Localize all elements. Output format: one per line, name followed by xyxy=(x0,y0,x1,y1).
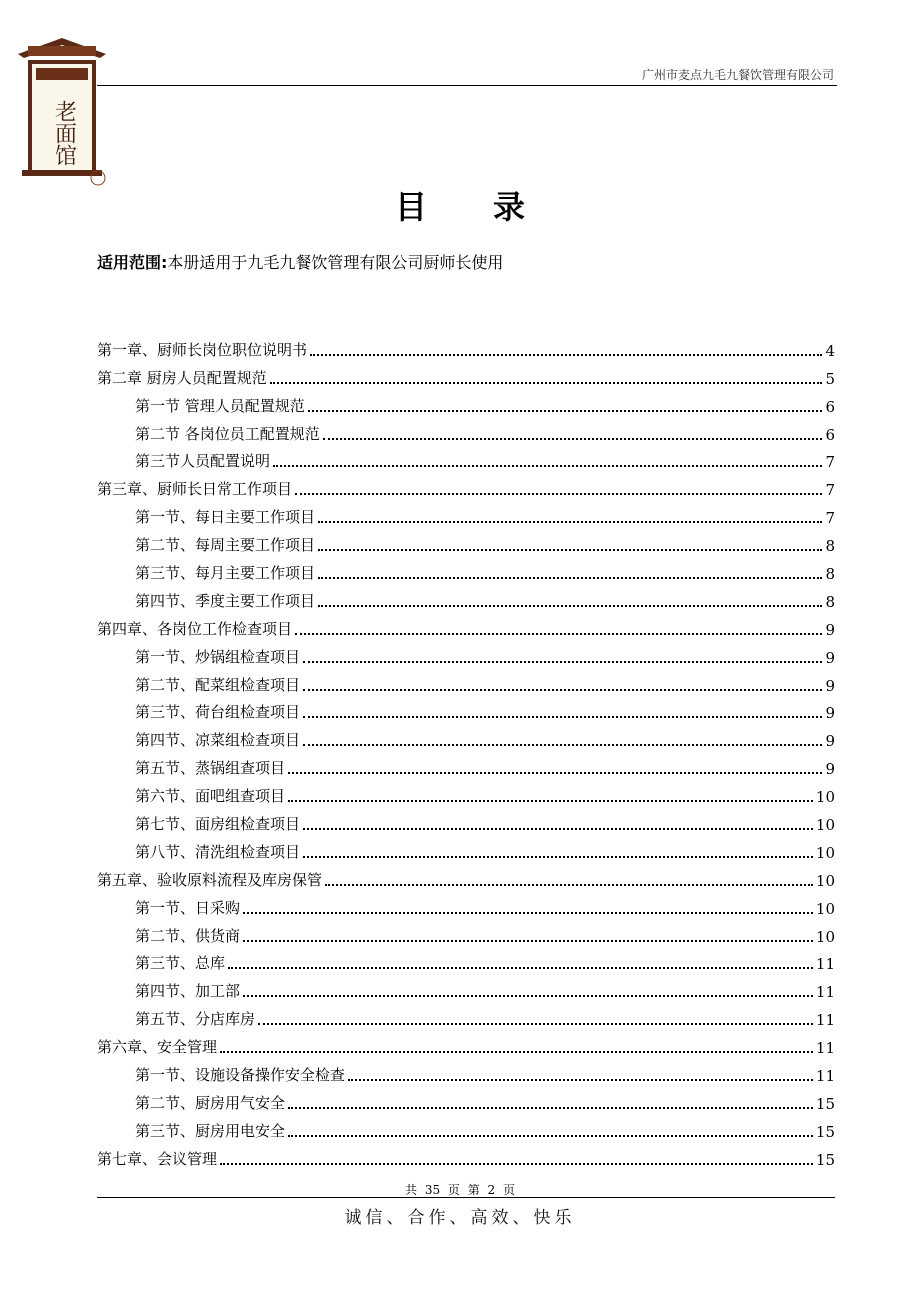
toc-entry-title: 第六章、安全管理 xyxy=(97,1038,218,1057)
footer-rule xyxy=(97,1197,835,1198)
toc-entry[interactable] xyxy=(97,1001,835,1029)
slogan: 诚信、合作、高效、快乐 xyxy=(344,1208,576,1228)
toc-entry[interactable] xyxy=(97,862,835,890)
toc-entry-title: 第一节 管理人员配置规范 xyxy=(135,396,305,415)
toc-entry[interactable] xyxy=(97,667,835,695)
toc-entry-title: 第七章、会议管理 xyxy=(97,1149,218,1168)
table-of-contents xyxy=(97,332,835,1169)
toc-entry-title: 第二节、供货商 xyxy=(135,926,241,945)
toc-entry[interactable] xyxy=(97,834,835,862)
toc-entry[interactable] xyxy=(97,1085,835,1113)
toc-entry-title: 第四节、凉菜组检查项目 xyxy=(135,731,301,750)
toc-entry-title: 第二章 厨房人员配置规范 xyxy=(97,368,267,387)
toc-entry[interactable] xyxy=(97,555,835,583)
logo-text: 老面馆 xyxy=(51,100,77,166)
toc-entry-title: 第一节、日采购 xyxy=(135,898,241,917)
toc-entry[interactable] xyxy=(97,1113,835,1141)
toc-entry[interactable] xyxy=(97,695,835,723)
toc-entry[interactable] xyxy=(97,918,835,946)
toc-entry-title: 第三节、每月主要工作项目 xyxy=(135,564,316,583)
toc-entry[interactable] xyxy=(97,471,835,499)
toc-leader-dots xyxy=(228,966,813,969)
toc-entry-title: 第二节 各岗位员工配置规范 xyxy=(135,424,320,443)
scope-text: 本册适用于九毛九餐饮管理有限公司厨师长使用 xyxy=(167,253,504,272)
toc-entry-title: 第一章、厨师长岗位职位说明书 xyxy=(97,340,308,359)
toc-leader-dots xyxy=(288,1134,813,1137)
toc-entry-page: 8 xyxy=(825,537,835,556)
toc-entry[interactable] xyxy=(97,806,835,834)
toc-entry-page: 10 xyxy=(815,871,835,890)
toc-entry-title: 第一节、设施设备操作安全检查 xyxy=(135,1066,346,1085)
toc-leader-dots xyxy=(318,548,822,551)
toc-leader-dots xyxy=(288,799,813,802)
toc-leader-dots xyxy=(243,939,813,942)
toc-leader-dots xyxy=(323,437,823,440)
toc-entry-title: 第七节、面房组检查项目 xyxy=(135,815,301,834)
toc-entry-page: 11 xyxy=(815,1067,835,1086)
toc-entry[interactable] xyxy=(97,332,835,360)
toc-entry-page: 10 xyxy=(815,899,835,918)
company-logo xyxy=(16,32,108,192)
toc-entry-page: 8 xyxy=(825,592,835,611)
toc-leader-dots xyxy=(303,827,813,830)
toc-entry-title: 第三节、厨房用电安全 xyxy=(135,1121,286,1140)
toc-entry-page: 10 xyxy=(815,788,835,807)
toc-entry-page: 15 xyxy=(815,1150,835,1169)
toc-leader-dots xyxy=(303,743,822,746)
toc-entry-page: 10 xyxy=(815,927,835,946)
toc-entry-title: 第五章、验收原料流程及库房保管 xyxy=(97,870,323,889)
header-rule xyxy=(97,85,837,86)
toc-leader-dots xyxy=(288,1106,813,1109)
toc-entry[interactable] xyxy=(97,583,835,611)
toc-leader-dots xyxy=(243,994,813,997)
toc-entry-page: 15 xyxy=(815,1094,835,1113)
toc-entry-title: 第二节、每周主要工作项目 xyxy=(135,536,316,555)
toc-entry-title: 第二节、配菜组检查项目 xyxy=(135,675,301,694)
toc-entry[interactable] xyxy=(97,1057,835,1085)
toc-entry-title: 第一节、每日主要工作项目 xyxy=(135,508,316,527)
toc-entry[interactable] xyxy=(97,1029,835,1057)
toc-entry[interactable] xyxy=(97,946,835,974)
toc-leader-dots xyxy=(295,492,822,495)
toc-leader-dots xyxy=(303,855,813,858)
toc-entry-title: 第四节、季度主要工作项目 xyxy=(135,591,316,610)
toc-entry-title: 第六节、面吧组查项目 xyxy=(135,787,286,806)
toc-entry[interactable] xyxy=(97,444,835,472)
toc-leader-dots xyxy=(295,632,822,635)
toc-entry-title: 第五节、分店库房 xyxy=(135,1010,256,1029)
toc-entry-page: 6 xyxy=(825,397,835,416)
toc-entry-page: 10 xyxy=(815,843,835,862)
toc-entry-page: 9 xyxy=(825,620,835,639)
toc-entry[interactable] xyxy=(97,1141,835,1169)
toc-entry-page: 5 xyxy=(825,369,835,388)
toc-entry[interactable] xyxy=(97,890,835,918)
toc-entry-title: 第四章、各岗位工作检查项目 xyxy=(97,619,293,638)
toc-entry[interactable] xyxy=(97,611,835,639)
toc-entry-page: 6 xyxy=(825,425,835,444)
toc-entry-title: 第三节人员配置说明 xyxy=(135,452,271,471)
toc-entry-page: 7 xyxy=(825,509,835,528)
toc-leader-dots xyxy=(303,715,822,718)
toc-entry-page: 11 xyxy=(815,1039,835,1058)
toc-leader-dots xyxy=(308,409,823,412)
toc-leader-dots xyxy=(318,604,822,607)
toc-entry-page: 4 xyxy=(825,341,835,360)
toc-entry-page: 11 xyxy=(815,1011,835,1030)
toc-entry[interactable] xyxy=(97,388,835,416)
toc-leader-dots xyxy=(220,1050,813,1053)
page-number: 共 35 页 第 2 页 xyxy=(405,1183,515,1197)
toc-entry-title: 第八节、清洗组检查项目 xyxy=(135,842,301,861)
toc-entry-page: 9 xyxy=(825,704,835,723)
toc-leader-dots xyxy=(273,464,822,467)
toc-leader-dots xyxy=(310,353,822,356)
toc-leader-dots xyxy=(303,688,822,691)
toc-entry[interactable] xyxy=(97,360,835,388)
toc-entry[interactable] xyxy=(97,973,835,1001)
toc-entry-page: 15 xyxy=(815,1122,835,1141)
toc-entry-page: 9 xyxy=(825,676,835,695)
toc-entry-title: 第五节、蒸锅组查项目 xyxy=(135,759,286,778)
toc-entry-page: 9 xyxy=(825,648,835,667)
toc-leader-dots xyxy=(270,381,823,384)
toc-entry-page: 7 xyxy=(825,481,835,500)
toc-entry[interactable] xyxy=(97,499,835,527)
toc-entry[interactable] xyxy=(97,639,835,667)
toc-entry[interactable] xyxy=(97,750,835,778)
toc-entry-page: 9 xyxy=(825,760,835,779)
toc-entry-title: 第三节、荷台组检查项目 xyxy=(135,703,301,722)
toc-entry-page: 11 xyxy=(815,983,835,1002)
toc-leader-dots xyxy=(318,576,822,579)
scope-label: 适用范围: xyxy=(97,253,168,272)
toc-leader-dots xyxy=(258,1022,813,1025)
toc-entry-page: 11 xyxy=(815,955,835,974)
toc-leader-dots xyxy=(325,883,813,886)
toc-entry-page: 10 xyxy=(815,816,835,835)
toc-entry[interactable] xyxy=(97,722,835,750)
toc-leader-dots xyxy=(220,1162,813,1165)
toc-leader-dots xyxy=(303,660,822,663)
company-name: 广州市麦点九毛九餐饮管理有限公司 xyxy=(641,68,834,82)
toc-entry-page: 9 xyxy=(825,732,835,751)
toc-entry[interactable] xyxy=(97,527,835,555)
toc-entry[interactable] xyxy=(97,416,835,444)
toc-entry[interactable] xyxy=(97,778,835,806)
toc-entry-page: 7 xyxy=(825,453,835,472)
toc-entry-title: 第三节、总库 xyxy=(135,954,226,973)
scope-statement xyxy=(97,250,503,273)
toc-leader-dots xyxy=(318,520,822,523)
toc-leader-dots xyxy=(243,911,813,914)
toc-entry-title: 第二节、厨房用气安全 xyxy=(135,1093,286,1112)
toc-entry-title: 第三章、厨师长日常工作项目 xyxy=(97,480,293,499)
page-title: 目录 xyxy=(394,188,591,226)
toc-entry-page: 8 xyxy=(825,565,835,584)
toc-leader-dots xyxy=(348,1078,813,1081)
toc-entry-title: 第四节、加工部 xyxy=(135,982,241,1001)
toc-entry-title: 第一节、炒锅组检查项目 xyxy=(135,647,301,666)
toc-leader-dots xyxy=(288,771,822,774)
